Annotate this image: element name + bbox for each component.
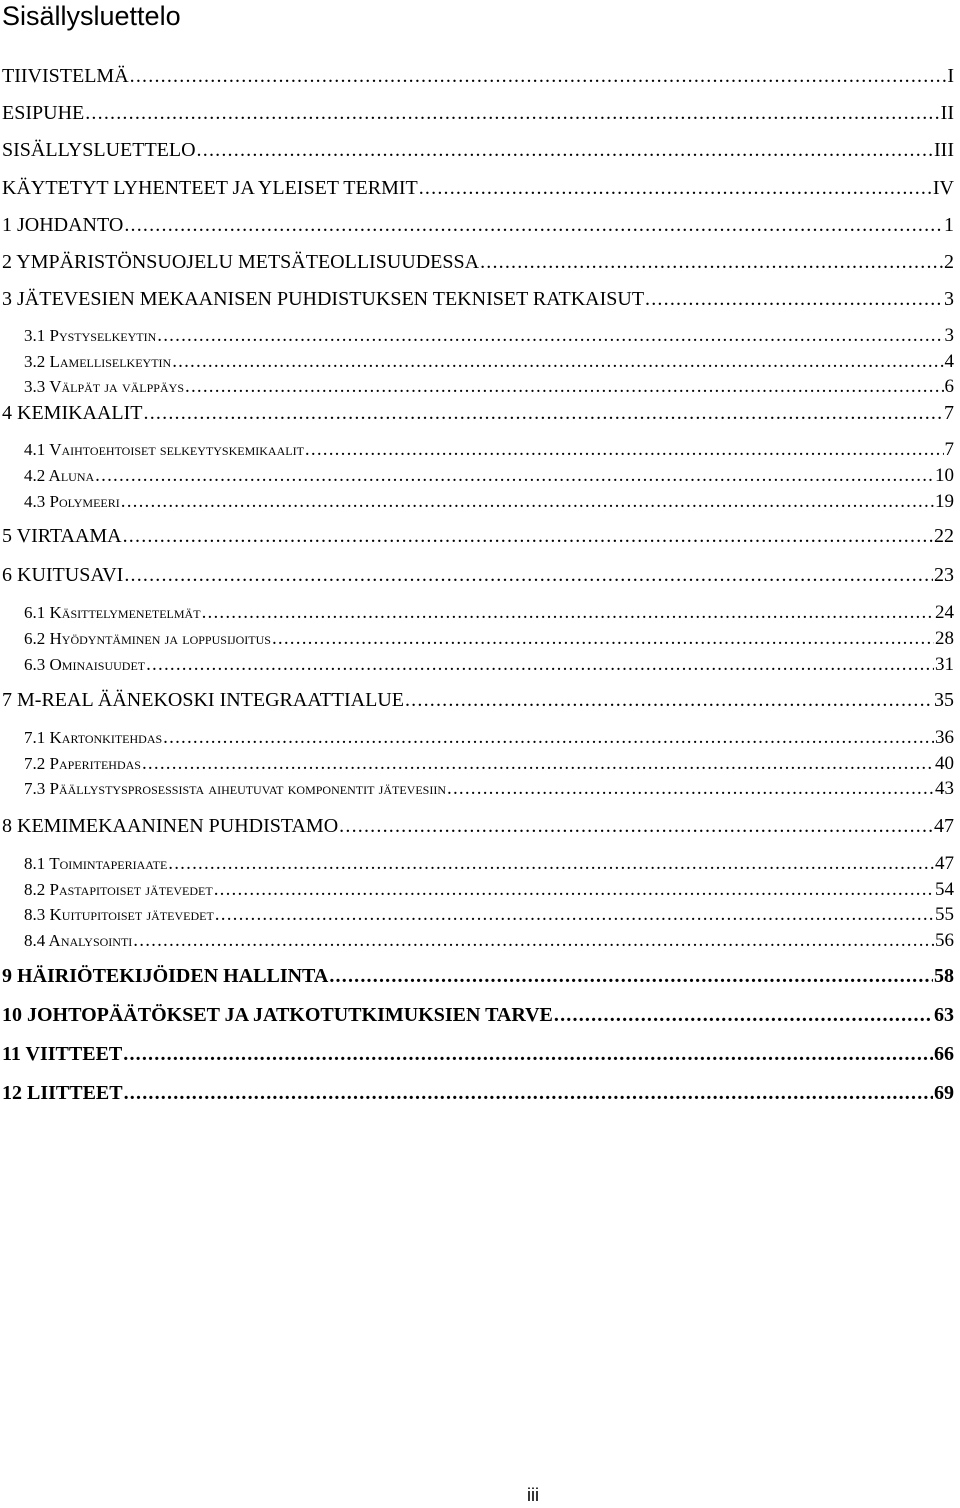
toc-leader: [124, 563, 933, 587]
toc-entry-label: 1 JOHDANTO: [2, 214, 124, 236]
toc-entry-page: 19: [935, 491, 954, 512]
toc-entry-page: 24: [935, 602, 954, 623]
toc-subentry[interactable]: [24, 598, 954, 624]
toc-leader: [645, 287, 943, 311]
toc-leader: [202, 602, 934, 624]
toc-entry-label: 4.2 Aluna: [24, 466, 95, 485]
toc-entry[interactable]: [2, 248, 954, 274]
toc-entry-label: 7 M-REAL ÄÄNEKOSKI INTEGRAATTIALUE: [2, 689, 404, 711]
toc-entry-page: 3: [944, 288, 954, 310]
toc-entry-page: I: [947, 65, 954, 87]
toc-leader: [447, 778, 934, 800]
toc-entry[interactable]: [2, 1079, 954, 1105]
toc-leader: [172, 351, 943, 373]
toc-entry-label: 8.2 Pastapitoiset jätevedet: [24, 880, 213, 899]
toc-entry[interactable]: [2, 962, 954, 988]
toc-subentry[interactable]: [24, 435, 954, 461]
toc-leader: [168, 853, 934, 875]
toc-entry-label: TIIVISTELMÄ: [2, 65, 129, 87]
toc-entry-label: SISÄLLYSLUETTELO: [2, 139, 196, 161]
toc-entry-label: 10 JOHTOPÄÄTÖKSET JA JATKOTUTKIMUKSIEN TARVE: [2, 1004, 553, 1026]
toc-entry-page: 47: [934, 815, 954, 837]
toc-entry-label: 3 JÄTEVESIEN MEKAANISEN PUHDISTUKSEN TEKNISET RATKAISUT: [2, 288, 645, 310]
toc-entry-label: 5 VIRTAAMA: [2, 525, 122, 547]
toc-entry-label: 12 LIITTEET: [2, 1082, 123, 1104]
toc-entry-label: 7.2 Paperitehdas: [24, 754, 141, 773]
toc-leader: [405, 688, 933, 712]
toc-entry-page: 35: [934, 689, 954, 711]
toc-entry-label: 7.1 Kartonkitehdas: [24, 728, 163, 747]
toc-subentry[interactable]: [24, 749, 954, 775]
toc-leader: [329, 964, 933, 988]
toc-leader: [133, 930, 934, 952]
toc-entry-label: 6.3 Ominaisuudet: [24, 655, 146, 674]
toc-leader: [214, 879, 934, 901]
toc-entry-page: 23: [934, 564, 954, 586]
toc-entry[interactable]: [2, 62, 954, 88]
toc-entry-label: 8.4 Analysointi: [24, 931, 133, 950]
toc-entry-page: 40: [935, 753, 954, 774]
toc-leader: [95, 465, 934, 487]
toc-entry-page: 3: [944, 325, 954, 346]
toc-entry[interactable]: [2, 1040, 954, 1066]
toc-leader: [554, 1003, 933, 1027]
toc-entry-label: 2 YMPÄRISTÖNSUOJELU METSÄTEOLLISUUDESSA: [2, 251, 480, 273]
toc-entry-page: 54: [935, 879, 954, 900]
toc-subentry[interactable]: [24, 774, 954, 800]
toc-entry-label: 4 KEMIKAALIT: [2, 402, 143, 424]
toc-subentry[interactable]: [24, 624, 954, 650]
toc-subentry[interactable]: [24, 723, 954, 749]
toc-subentry[interactable]: [24, 321, 954, 347]
toc-entry-page: 56: [935, 930, 954, 951]
toc-entry[interactable]: [2, 99, 954, 125]
toc-entry-page: III: [934, 139, 954, 161]
toc-entry-label: 8.1 Toimintaperiaate: [24, 854, 168, 873]
toc-entry-page: 10: [935, 465, 954, 486]
toc-entry-page: 31: [935, 654, 954, 675]
toc-entry-page: 28: [935, 628, 954, 649]
toc-leader: [272, 628, 934, 650]
toc-entry-label: 7.3 Päällystysprosessista aiheutuvat komponentit jätevesiin: [24, 779, 446, 798]
toc-subentry[interactable]: [24, 347, 954, 373]
toc-entry-page: IV: [932, 177, 954, 199]
toc-leader: [144, 401, 943, 425]
toc-subentry[interactable]: [24, 849, 954, 875]
toc-entry-page: 47: [935, 853, 954, 874]
toc-entry-page: 55: [935, 904, 954, 925]
toc-entry-page: 69: [934, 1082, 954, 1104]
toc-entry-page: 1: [944, 214, 954, 236]
toc-entry-label: 3.2 Lamelliselkeytin: [24, 352, 172, 371]
toc-entry-page: 36: [935, 727, 954, 748]
toc-entry[interactable]: [2, 561, 954, 587]
toc-entry-page: 4: [944, 351, 954, 372]
toc-leader: [185, 376, 944, 398]
toc-leader: [305, 439, 944, 461]
toc-entry[interactable]: [2, 399, 954, 425]
toc-entry-page: II: [940, 102, 954, 124]
toc-entry-label: 3.3 Välpät ja välppäys: [24, 377, 184, 396]
toc-entry[interactable]: [2, 174, 954, 200]
toc-entry-page: 22: [934, 525, 954, 547]
toc-leader: [124, 213, 943, 237]
toc-entry-label: ESIPUHE: [2, 102, 85, 124]
toc-entry-page: 58: [934, 965, 954, 987]
toc-entry[interactable]: [2, 812, 954, 838]
toc-entry[interactable]: [2, 211, 954, 237]
toc-entry-page: 63: [934, 1004, 954, 1026]
toc-leader: [419, 176, 932, 200]
toc-entry-label: 3.1 Pystyselkeytin: [24, 326, 157, 345]
toc-subentry[interactable]: [24, 650, 954, 676]
toc-leader: [142, 753, 934, 775]
toc-entry-page: 43: [935, 778, 954, 799]
toc-entry[interactable]: [2, 686, 954, 712]
toc-subentry[interactable]: [24, 926, 954, 952]
toc-entry-page: 2: [944, 251, 954, 273]
toc-entry[interactable]: [2, 1001, 954, 1027]
toc-subentry[interactable]: [24, 487, 954, 513]
page-title: Sisällysluettelo: [2, 1, 181, 31]
toc-entry-label: 9 HÄIRIÖTEKIJÖIDEN HALLINTA: [2, 965, 329, 987]
toc-entry-label: 11 VIITTEET: [2, 1043, 123, 1065]
toc-leader: [157, 325, 943, 347]
toc-entry-page: 7: [944, 439, 954, 460]
toc-entry[interactable]: [2, 285, 954, 311]
toc-leader: [197, 138, 933, 162]
toc-subentry[interactable]: [24, 372, 954, 398]
toc-leader: [339, 814, 933, 838]
toc-entry-label: KÄYTETYT LYHENTEET JA YLEISET TERMIT: [2, 177, 418, 199]
toc-subentry[interactable]: [24, 875, 954, 901]
toc-leader: [121, 491, 934, 513]
toc-entry-label: 8.3 Kuitupitoiset jätevedet: [24, 905, 214, 924]
toc-entry-page: 66: [934, 1043, 954, 1065]
toc-entry-label: 6.1 Käsittelymenetelmät: [24, 603, 201, 622]
toc-leader: [85, 101, 939, 125]
toc-entry-page: 6: [944, 376, 954, 397]
toc-leader: [123, 524, 933, 548]
toc-subentry[interactable]: [24, 461, 954, 487]
toc-entry-label: 6.2 Hyödyntäminen ja loppusijoitus: [24, 629, 271, 648]
page-number: iii: [527, 1485, 539, 1505]
toc-leader: [163, 727, 934, 749]
toc-entry-page: 7: [944, 402, 954, 424]
toc-leader: [480, 250, 943, 274]
toc-entry-label: 4.3 Polymeeri: [24, 492, 120, 511]
toc-entry[interactable]: [2, 136, 954, 162]
toc-entry[interactable]: [2, 522, 954, 548]
toc-leader: [215, 904, 934, 926]
toc-subentry[interactable]: [24, 900, 954, 926]
toc-leader: [124, 1081, 933, 1105]
toc-leader: [130, 64, 947, 88]
toc-leader: [146, 654, 934, 676]
toc-leader: [123, 1042, 933, 1066]
toc-entry-label: 8 KEMIMEKAANINEN PUHDISTAMO: [2, 815, 339, 837]
toc-entry-label: 6 KUITUSAVI: [2, 564, 124, 586]
toc-entry-label: 4.1 Vaihtoehtoiset selkeytyskemikaalit: [24, 440, 304, 459]
